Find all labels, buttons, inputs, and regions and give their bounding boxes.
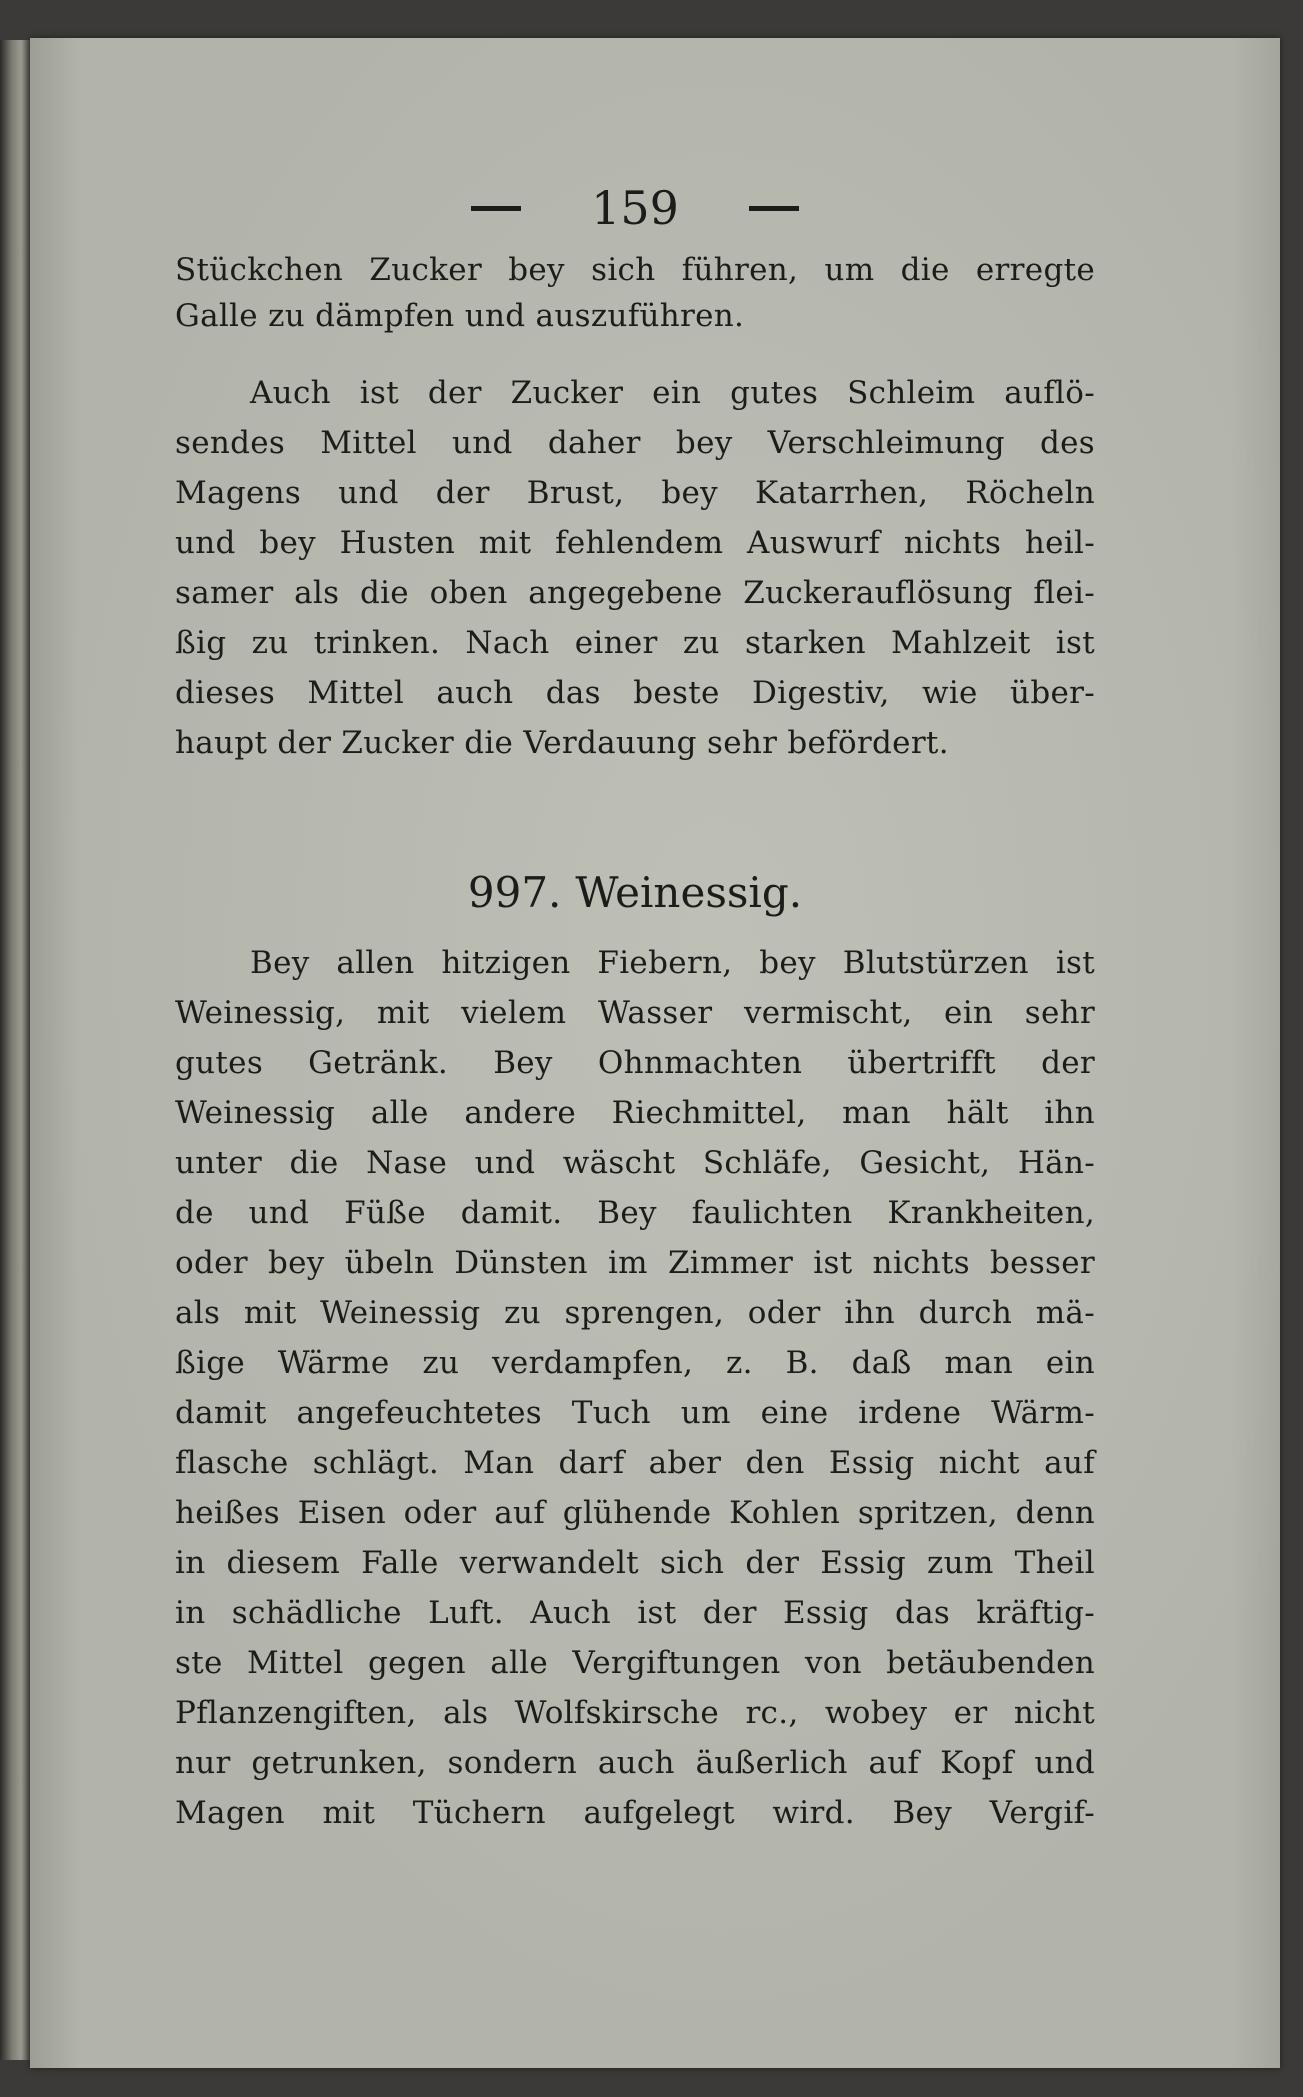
text-line: heißes Eisen oder auf glühende Kohlen spritzen, denn [175,1495,1095,1531]
text-line: Weinessig alle andere Riechmittel, man hält ihn [175,1095,1095,1131]
text-line: Auch ist der Zucker ein gutes Schleim auflö- [250,375,1095,411]
text-line: haupt der Zucker die Verdauung sehr befördert. [175,725,949,761]
text-line: Magen mit Tüchern aufgelegt wird. Bey Vergif- [175,1795,1095,1831]
text-line: nur getrunken, sondern auch äußerlich auf Kopf und [175,1745,1095,1781]
section-heading [175,868,1095,918]
text-line: de und Füße damit. Bey faulichten Krankheiten, [175,1195,1095,1231]
text-line: flasche schlägt. Man darf aber den Essig nicht auf [175,1445,1095,1481]
text-line: Pflanzengiften, als Wolfskirsche rc., wobey er nicht [175,1695,1095,1731]
section-number: 997. [467,868,562,917]
text-line: sendes Mittel und daher bey Verschleimung des [175,425,1095,461]
text-line: Weinessig, mit vielem Wasser vermischt, ein sehr [175,995,1095,1031]
section-title: Weinessig. [575,868,803,917]
text-line: Stückchen Zucker bey sich führen, um die erregte [175,252,1095,288]
previous-page-edge [0,40,30,2060]
header-dash-left [471,206,521,211]
page-number: 159 [591,181,679,235]
text-line: ßig zu trinken. Nach einer zu starken Mahlzeit ist [175,625,1095,661]
text-line: ßige Wärme zu verdampfen, z. B. daß man ein [175,1345,1095,1381]
header-dash-right [749,206,799,211]
text-line: damit angefeuchtetes Tuch um eine irdene Wärm- [175,1395,1095,1431]
text-line: in diesem Falle verwandelt sich der Essig zum Theil [175,1545,1095,1581]
text-line: Bey allen hitzigen Fiebern, bey Blutstürzen ist [250,945,1095,981]
page-header [175,178,1095,238]
text-line: ste Mittel gegen alle Vergiftungen von betäubenden [175,1645,1095,1681]
text-line: gutes Getränk. Bey Ohnmachten übertrifft der [175,1045,1095,1081]
book-page [30,38,1280,2068]
text-line: samer als die oben angegebene Zuckerauflösung flei- [175,575,1095,611]
text-line: und bey Husten mit fehlendem Auswurf nichts heil- [175,525,1095,561]
text-line: Magens und der Brust, bey Katarrhen, Röcheln [175,475,1095,511]
text-line: unter die Nase und wäscht Schläfe, Gesicht, Hän- [175,1145,1095,1181]
text-line: als mit Weinessig zu sprengen, oder ihn durch mä- [175,1295,1095,1331]
text-line: Galle zu dämpfen und auszuführen. [175,298,745,334]
text-line: oder bey übeln Dünsten im Zimmer ist nichts besser [175,1245,1095,1281]
text-line: dieses Mittel auch das beste Digestiv, wie über- [175,675,1095,711]
text-line: in schädliche Luft. Auch ist der Essig das kräftig- [175,1595,1095,1631]
